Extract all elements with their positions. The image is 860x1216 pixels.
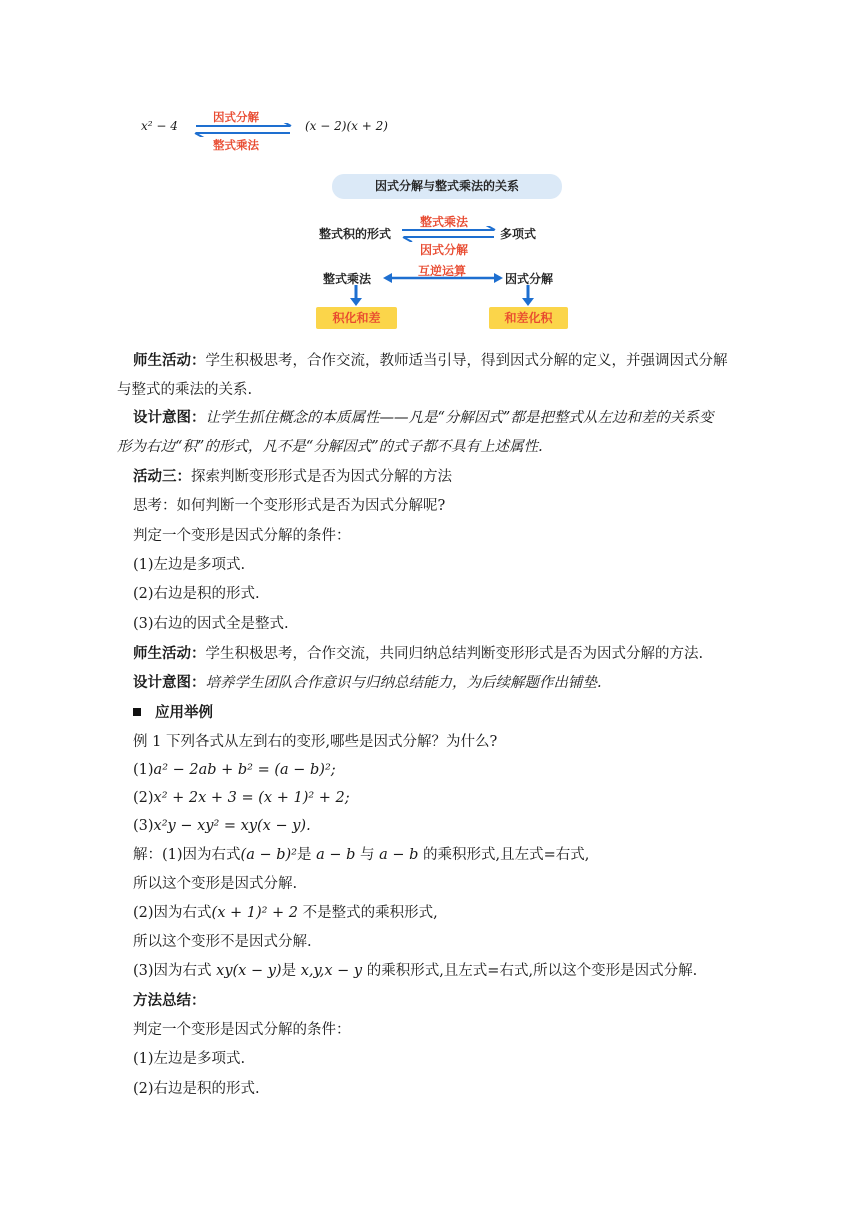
solution-line-1	[133, 845, 589, 865]
paragraph-label: 设计意图：	[133, 675, 206, 691]
solution-text: (3)因为右式	[133, 963, 212, 979]
condition-item: (1)左边是多项式.	[133, 557, 246, 573]
solution-line-5	[133, 961, 697, 981]
down-arrow-icon-right	[521, 285, 535, 307]
solution-math: x,y,x − y	[300, 963, 363, 979]
example-question: 例 1 下列各式从左到右的变形,哪些是因式分解？为什么?	[133, 734, 498, 750]
solution-math: (a − b)²	[240, 847, 297, 863]
down-arrow-icon-left	[349, 285, 363, 307]
activity-three	[133, 467, 452, 487]
bottom-arrow-label: 整式乘法	[213, 140, 259, 152]
solution-math: a − b	[379, 847, 419, 863]
item-expression: x²y − xy² = xy(x − y).	[153, 818, 311, 834]
paragraph-activity-cont: 与整式的乘法的关系.	[117, 382, 253, 398]
paragraph-label: 师生活动：	[133, 646, 206, 662]
condition-item: (2)右边是积的形式.	[133, 586, 260, 602]
condition-item: (3)右边的因式全是整式.	[133, 616, 289, 632]
paragraph-label: 师生活动：	[133, 353, 206, 369]
solution-line-2: 所以这个变形是因式分解.	[133, 876, 298, 892]
top-arrow-label-2: 整式乘法	[420, 215, 469, 229]
solution-math: (x + 1)² + 2	[211, 905, 299, 921]
solution-text: 是	[296, 847, 312, 863]
mid-arrow-label: 互逆运算	[418, 264, 467, 278]
method-intro: 判定一个变形是因式分解的条件：	[133, 1022, 351, 1038]
left-node: 整式积的形式	[319, 227, 392, 241]
item-number: (2)	[133, 790, 154, 806]
paragraph-intent-2	[133, 673, 602, 693]
solution-text: 与	[359, 847, 375, 863]
section-heading	[133, 703, 213, 723]
paragraph-label: 设计意图：	[133, 410, 206, 426]
paragraph-text: 让学生抓住概念的本质属性——凡是“分解因式”都是把整式从左边和差的关系变	[205, 410, 714, 426]
item-number: (1)	[133, 762, 154, 778]
item-expression: x² + 2x + 3 = (x + 1)² + 2;	[153, 790, 350, 806]
paragraph-intent	[133, 408, 713, 428]
paragraph-activity-2	[133, 644, 703, 664]
condition-intro: 判定一个变形是因式分解的条件：	[133, 528, 351, 544]
example-item	[133, 816, 311, 836]
relation-banner: 因式分解与整式乘法的关系	[332, 174, 562, 199]
top-arrow-label: 因式分解	[213, 112, 259, 124]
paragraph-activity	[133, 351, 728, 371]
box-left: 积化和差	[316, 307, 397, 329]
paragraph-text: 培养学生团队合作意识与归纳总结能力，为后续解题作出铺垫.	[205, 675, 602, 691]
left-expression: x² − 4	[141, 119, 178, 133]
paragraph-text: 学生积极思考，合作交流，教师适当引导，得到因式分解的定义，并强调因式分解	[205, 353, 728, 369]
solution-text: (2)因为右式	[133, 905, 212, 921]
example-item	[133, 788, 350, 808]
bottom-arrow-label-2: 因式分解	[420, 243, 469, 257]
solution-text: 的乘积形式,且左式=右式,所以这个变形是因式分解.	[366, 963, 698, 979]
solution-line-3	[133, 903, 438, 923]
right-node: 多项式	[500, 227, 537, 241]
solution-line-4: 所以这个变形不是因式分解.	[133, 934, 312, 950]
paragraph-intent-cont: 形为右边“积”的形式，凡不是“分解因式”的式子都不具有上述属性.	[117, 439, 543, 455]
solution-math: xy(x − y)	[216, 963, 282, 979]
think-line: 思考：如何判断一个变形形式是否为因式分解呢?	[133, 498, 446, 514]
method-item: (2)右边是积的形式.	[133, 1081, 260, 1097]
solution-text: 解：(1)因为右式	[133, 847, 241, 863]
mid-left-node: 整式乘法	[323, 272, 372, 286]
solution-text: 是	[281, 963, 297, 979]
paragraph-text: 学生积极思考，合作交流，共同归纳总结判断变形形式是否为因式分解的方法.	[205, 646, 704, 662]
method-item: (1)左边是多项式.	[133, 1051, 246, 1067]
double-arrow-icon	[190, 123, 298, 137]
item-number: (3)	[133, 818, 154, 834]
example-item	[133, 760, 336, 780]
solution-text: 的乘积形式,且左式=右式,	[423, 847, 590, 863]
solution-math: a − b	[316, 847, 356, 863]
box-right: 和差化积	[489, 307, 568, 329]
activity-text: 探索判断变形形式是否为因式分解的方法	[191, 469, 452, 485]
right-expression: (x − 2)(x + 2)	[305, 119, 388, 133]
section-title: 应用举例	[155, 705, 213, 721]
item-expression: a² − 2ab + b² = (a − b)²;	[153, 762, 336, 778]
square-bullet-icon	[133, 708, 141, 716]
solution-text: 不是整式的乘积形式,	[302, 905, 438, 921]
activity-label: 活动三：	[133, 469, 191, 485]
double-arrow-icon-2	[400, 226, 498, 242]
bidirectional-arrow-icon	[383, 272, 503, 284]
method-summary-heading: 方法总结：	[133, 993, 206, 1009]
mid-right-node: 因式分解	[505, 272, 554, 286]
